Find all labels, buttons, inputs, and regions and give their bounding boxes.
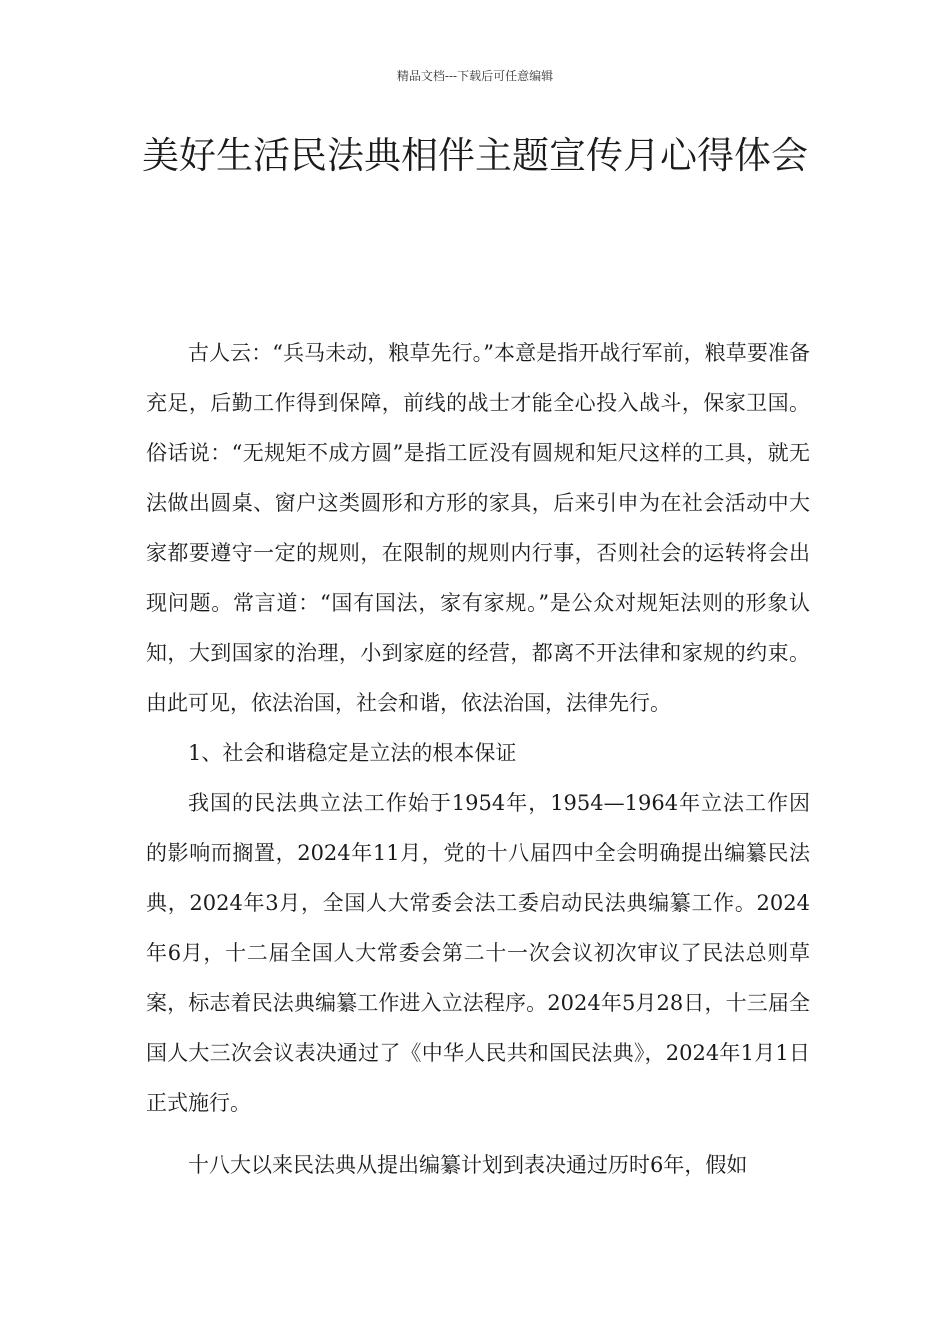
header-note: 精品文档---下载后可任意编辑	[396, 69, 554, 83]
body-paragraph: 十八大以来民法典从提出编纂计划到表决通过历时6年，假如	[188, 1153, 748, 1177]
section-heading: 1、社会和谐稳定是立法的根本保证	[188, 741, 517, 765]
body-paragraph: 我国的民法典立法工作始于1954年，1954—1964年立法工作因的影响而搁置，2024年11月，党的十八届四中全会明确提出编纂民法典，2024年3月，全国人大常委会法工委启动民法典编纂工作。2024年6月，十二届全国人大常委会第二十一次会议初次审议了民法总则草案，标志着民法典编纂工作进入立法程序。2024年5月28日，十三届全国人大三次会议表决通过了《中华人民共和国民法典》，2024年1月1日正式施行。	[146, 791, 810, 1115]
document-body	[146, 328, 810, 1190]
document-title: 美好生活民法典相伴主题宣传月心得体会	[142, 134, 808, 177]
body-paragraph: 古人云：“兵马未动，粮草先行。”本意是指开战行军前，粮草要准备充足，后勤工作得到保障，前线的战士才能全心投入战斗，保家卫国。俗话说：“无规矩不成方圆”是指工匠没有圆规和矩尺这样的工具，就无法做出圆桌、窗户这类圆形和方形的家具，后来引申为在社会活动中大家都要遵守一定的规则，在限制的规则内行事，否则社会的运转将会出现问题。常言道：“国有国法，家有家规。”是公众对规矩法则的形象认知，大到国家的治理，小到家庭的经营，都离不开法律和家规的约束。由此可见，依法治国，社会和谐，依法治国，法律先行。	[146, 341, 810, 715]
